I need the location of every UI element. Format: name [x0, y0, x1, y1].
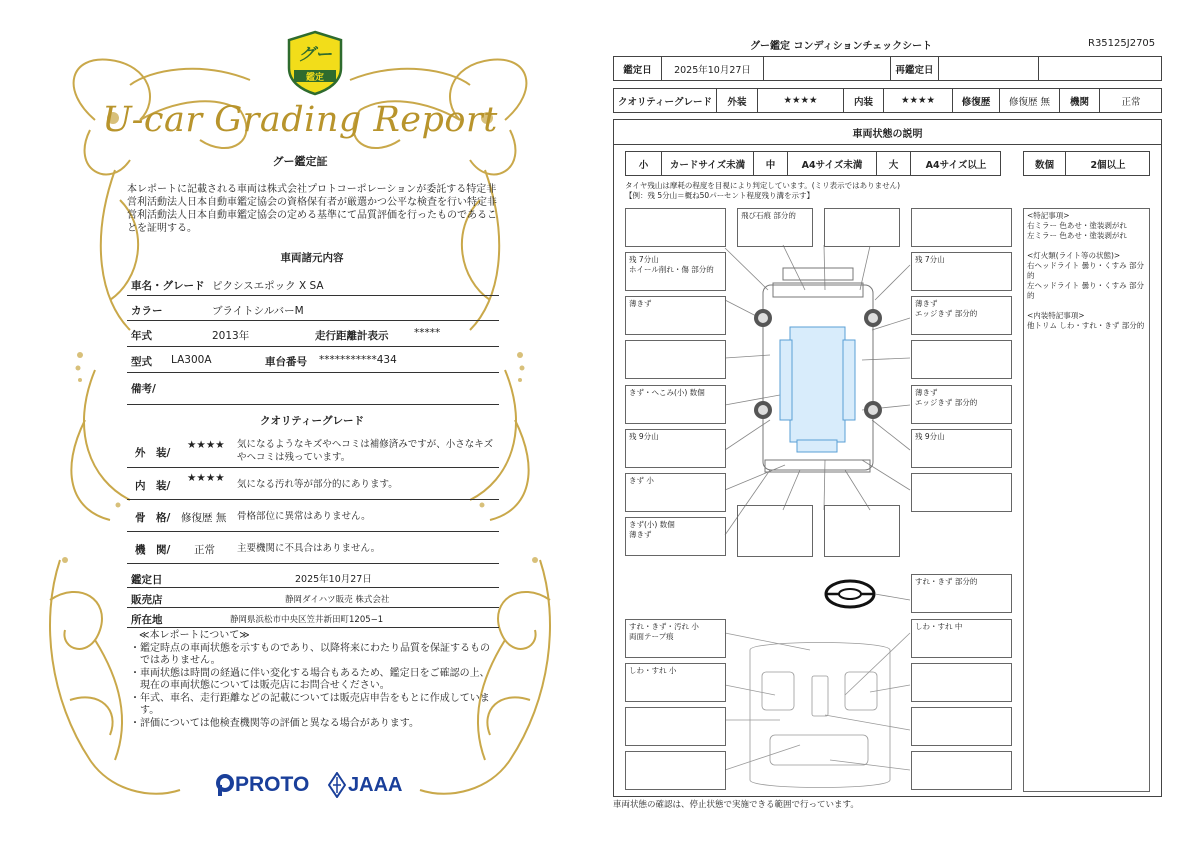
info-dealer-label: 販売店 [131, 594, 163, 606]
note-box-interior-right-2 [911, 663, 1012, 702]
note-box-interior-left-2: しわ・すれ 小 [625, 663, 726, 702]
grade-frame-value: 修復歴 無 [181, 512, 227, 524]
count-desc: 2個以上 [1090, 159, 1126, 171]
spec-row-year [127, 321, 499, 347]
note-box-interior-right-3 [911, 707, 1012, 746]
note-box-top-2: 飛び石痕 部分的 [737, 208, 813, 247]
grade-row-interior [127, 468, 499, 500]
size-small-desc: カードサイズ未満 [662, 152, 754, 175]
note-box-left-1: 残 7分山 ホイール削れ・傷 部分的 [625, 252, 726, 291]
grade-row-exterior [127, 433, 499, 468]
spec-row-color [127, 296, 499, 321]
size-mid: 中 [754, 152, 788, 175]
proto-logo-text: PROTO [235, 773, 310, 796]
info-date-label: 鑑定日 [131, 574, 163, 586]
spec-chassis-label: 車台番号 [265, 356, 307, 368]
note-box-interior-left-4 [625, 751, 726, 790]
grade-row-engine [127, 532, 499, 564]
size-large: 大 [877, 152, 911, 175]
grade-frame-label: 骨 格/ [135, 512, 171, 524]
goo-appraisal-badge [286, 30, 344, 96]
grade-row-frame [127, 500, 499, 532]
info-date-value: 2025年10月27日 [295, 574, 372, 585]
tire-note-2: 【例：残 5分山＝概ね50パーセント程度残り溝を示す】 [625, 191, 815, 200]
header-date-label: 鑑定日 [614, 57, 662, 80]
header-exterior-stars: ★★★★ [758, 89, 844, 112]
spec-mileage-label: 走行距離計表示 [315, 330, 389, 342]
header-exterior-label: 外装 [717, 89, 758, 112]
condition-check-sheet [600, 0, 1200, 848]
grade-exterior-desc: 気になるようなキズやヘコミは補修済みですが、小さなキズやヘコミは残っています。 [237, 439, 494, 463]
note-item: ・年式、車名、走行距離などの記載については販売店申告をもとに作成しています。 [130, 692, 490, 716]
note-box-interior-right-4 [911, 751, 1012, 790]
note-box-top-3 [824, 208, 900, 247]
header-interior-label: 内装 [844, 89, 884, 112]
spec-year-value: 2013年 [212, 330, 250, 342]
size-small: 小 [626, 152, 662, 175]
note-box-interior-right-1: しわ・すれ 中 [911, 619, 1012, 658]
script-title: U-car Grading Report [102, 100, 498, 140]
grade-frame-desc: 骨格部位に異常はありません。 [237, 511, 371, 522]
grade-interior-label: 内 装/ [135, 480, 171, 492]
note-box-steering: すれ・きず 部分的 [911, 574, 1012, 613]
note-box-bottom-2 [824, 505, 900, 557]
grade-interior-stars: ★★★★ [187, 472, 225, 484]
note-box-interior-left-3 [625, 707, 726, 746]
note-box-left-5: 残 9分山 [625, 429, 726, 468]
car-interior-view [725, 633, 910, 788]
count-label: 数個 [1024, 152, 1066, 175]
spec-color-label: カラー [131, 305, 163, 317]
note-box-right-2: 薄きず エッジきず 部分的 [911, 296, 1012, 335]
special-notes-panel: <特記事項> 右ミラー 色あせ・塗装剥がれ 左ミラー 色あせ・塗装剥がれ <灯火類(ライト等の状態)> 右ヘッドライト 曇り・くすみ 部分的 左ヘッドライト 曇り・くすみ 部分的 <内装特記事項> 他トリム しわ・すれ・きず 部分的 [1023, 208, 1150, 792]
spec-remarks-label: 備考/ [131, 383, 156, 395]
condition-title: 車両状態の説明 [614, 120, 1161, 145]
car-top-view [763, 268, 873, 472]
info-row-address [127, 608, 499, 628]
badge-kantei-text: 鑑定 [305, 73, 324, 83]
header-engine-label: 機関 [1060, 89, 1100, 112]
info-address-label: 所在地 [131, 614, 163, 626]
spec-model-value: LA300A [171, 354, 212, 366]
info-dealer-value: 静岡ダイハツ販売 株式会社 [285, 595, 390, 605]
info-row-dealer [127, 588, 499, 608]
header-repair-label: 修復歴 [953, 89, 1000, 112]
steering-wheel-icon [826, 581, 874, 607]
note-box-bottom-1 [737, 505, 813, 557]
grade-exterior-stars: ★★★★ [187, 439, 225, 451]
certificate-body-text: 本レポートに記載される車両は株式会社プロトコーポレーションが委託する特定非営利活動法人日本自動車鑑定協会の資格保有者が厳選かつ公平な検査を行い特定非営利活動法人日本自動車鑑定協会の定める基準にて品質評価を行ったものであることを証明する。 [127, 184, 497, 234]
jaaa-logo-icon [328, 772, 346, 798]
grade-interior-desc: 気になる汚れ等が部分的にあります。 [237, 479, 398, 490]
header-engine-value: 正常 [1121, 96, 1141, 108]
note-box-top-4 [911, 208, 1012, 247]
info-row-date [127, 568, 499, 588]
spec-row-model [127, 347, 499, 373]
header-quality-label: クオリティーグレード [614, 89, 717, 112]
note-box-right-4: 薄きず エッジきず 部分的 [911, 385, 1012, 424]
grade-engine-desc: 主要機関に不具合はありません。 [237, 543, 381, 554]
report-notes [127, 630, 499, 730]
sheet-title: グー鑑定 コンディションチェックシート [750, 41, 933, 52]
certificate-title: グー鑑定証 [272, 155, 328, 168]
proto-logo-icon [215, 773, 235, 797]
note-box-left-2: 薄きず [625, 296, 726, 335]
tire-note-1: タイヤ残山は摩耗の程度を目視により判定しています。(ミリ表示ではありません) [625, 181, 901, 190]
size-mid-desc: A4サイズ未満 [788, 152, 877, 175]
spec-section-title: 車両諸元内容 [280, 252, 344, 264]
badge-goo-text: グー [298, 45, 332, 65]
grade-section-title: クオリティーグレード [260, 415, 364, 427]
note-box-left-4: きず・へこみ(小) 数個 [625, 385, 726, 424]
sheet-footer: 車両状態の確認は、停止状態で実施できる範囲で行っています。 [613, 800, 859, 810]
spec-mileage-value: ***** [414, 327, 441, 339]
spec-row-name [127, 271, 499, 296]
note-box-right-5: 残 9分山 [911, 429, 1012, 468]
note-item: ・車両状態は時間の経過に伴い変化する場合もあるため、鑑定日をご確認の上、現在の車両状態については販売店にお問合せください。 [130, 667, 490, 691]
spec-name-value: ピクシスエポック X SA [212, 280, 324, 292]
note-box-right-1: 残 7分山 [911, 252, 1012, 291]
note-box-left-3 [625, 340, 726, 379]
size-large-desc: A4サイズ以上 [925, 159, 987, 171]
sheet-code: R35125J2705 [1088, 38, 1156, 49]
note-box-left-6: きず 小 [625, 473, 726, 512]
note-item: ・鑑定時点の車両状態を示すものであり、以降将来にわたり品質を保証するものではありません。 [130, 642, 490, 666]
notes-title: ≪本レポートについて≫ [139, 630, 250, 641]
spec-row-remarks [127, 373, 499, 405]
note-item: ・評価については他検査機関等の評価と異なる場合があります。 [130, 717, 419, 729]
footer-logos [215, 770, 415, 800]
spec-year-label: 年式 [131, 330, 152, 342]
grade-engine-label: 機 関/ [135, 544, 171, 556]
note-box-top-1 [625, 208, 726, 247]
header-repair-value: 修復歴 無 [1000, 89, 1060, 112]
spec-chassis-value: ***********434 [319, 354, 397, 366]
grade-engine-value: 正常 [194, 544, 215, 556]
spec-name-label: 車名・グレード [131, 280, 205, 292]
spec-model-label: 型式 [131, 356, 152, 368]
header-interior-stars: ★★★★ [884, 89, 953, 112]
note-box-right-3 [911, 340, 1012, 379]
info-address-value: 静岡県浜松市中央区笠井新田町1205−1 [230, 615, 384, 625]
spec-color-value: ブライトシルバーM [212, 305, 304, 317]
header-date-value: 2025年10月27日 [662, 57, 764, 80]
note-box-interior-left-1: すれ・きず・汚れ 小 両面テープ痕 [625, 619, 726, 658]
header-reinspect-label: 再鑑定日 [891, 57, 939, 80]
note-box-right-6 [911, 473, 1012, 512]
note-box-left-7: きず(小) 数個 薄きず [625, 517, 726, 556]
jaaa-logo-text: JAAA [348, 774, 403, 796]
grade-exterior-label: 外 装/ [135, 447, 171, 459]
